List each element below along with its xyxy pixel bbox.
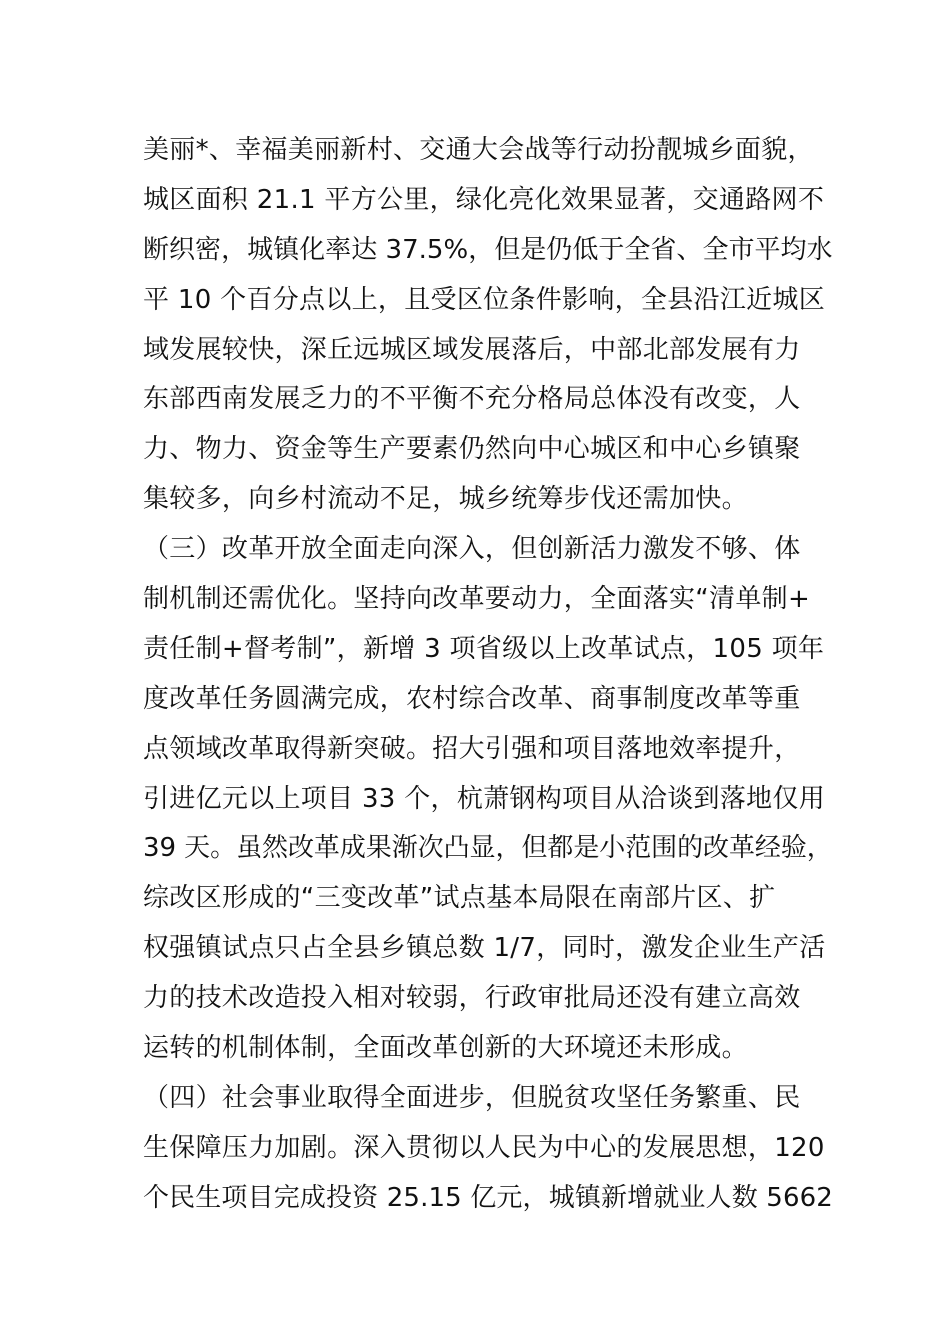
text-line-8: 集较多，向乡村流动不足，城乡统筹步伐还需加快。 <box>143 484 748 515</box>
text-line-2: 城区面积 21.1 平方公里，绿化亮化效果显著，交通路网不 <box>143 184 825 215</box>
text-line-11: 责任制+督考制”，新增 3 项省级以上改革试点，105 项年 <box>143 633 825 664</box>
text-line-15: 39 天。虽然改革成果渐次凸显，但都是小范围的改革经验， <box>143 833 833 864</box>
text-line-14: 引进亿元以上项目 33 个，杭萧钢构项目从洽谈到落地仅用 <box>143 783 826 814</box>
text-line-1: 美丽*、幸福美丽新村、交通大会战等行动扮靓城乡面貌， <box>143 135 814 165</box>
text-line-22: 个民生项目完成投资 25.15 亿元，城镇新增就业人数 5662 <box>143 1182 833 1213</box>
text-line-20: （四）社会事业取得全面进步，但脱贫攻坚任务繁重、民 <box>143 1082 801 1113</box>
text-line-9: （三）改革开放全面走向深入，但创新活力激发不够、体 <box>143 534 801 565</box>
text-line-19: 运转的机制体制，全面改革创新的大环境还未形成。 <box>143 1033 748 1064</box>
text-line-5: 域发展较快，深丘远城区域发展落后，中部北部发展有力 <box>143 334 801 365</box>
text-line-3: 断织密，城镇化率达 37.5%，但是仍低于全省、全市平均水 <box>143 234 833 265</box>
text-line-17: 权强镇试点只占全县乡镇总数 1/7，同时，激发企业生产活 <box>143 933 826 964</box>
text-line-21: 生保障压力加剧。深入贯彻以人民为中心的发展思想，120 <box>143 1132 825 1163</box>
text-line-18: 力的技术改造投入相对较弱，行政审批局还没有建立高效 <box>143 983 801 1014</box>
text-line-6: 东部西南发展乏力的不平衡不充分格局总体没有改变，人 <box>143 384 801 415</box>
text-line-16: 综改区形成的“三变改革”试点基本局限在南部片区、扩 <box>143 883 776 914</box>
text-line-4: 平 10 个百分点以上，且受区位条件影响，全县沿江近城区 <box>143 284 826 315</box>
document-body <box>143 126 833 1224</box>
text-line-7: 力、物力、资金等生产要素仍然向中心城区和中心乡镇聚 <box>143 434 801 465</box>
text-line-13: 点领域改革取得新突破。招大引强和项目落地效率提升， <box>143 733 801 764</box>
text-line-12: 度改革任务圆满完成，农村综合改革、商事制度改革等重 <box>143 683 801 714</box>
text-line-10: 制机制还需优化。坚持向改革要动力，全面落实“清单制+ <box>143 584 811 615</box>
